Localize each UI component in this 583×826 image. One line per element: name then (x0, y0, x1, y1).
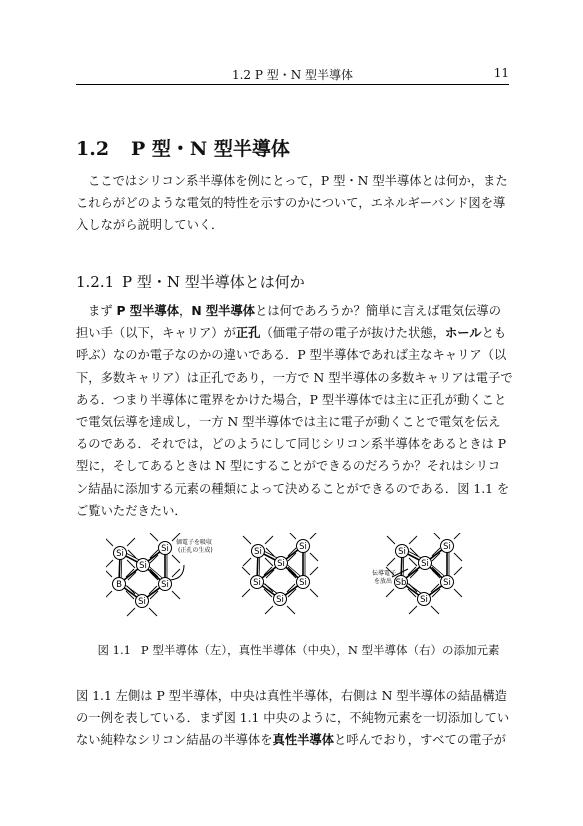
dangling-bond (242, 589, 250, 597)
dangling-bond (128, 550, 136, 558)
dangling-bond (387, 536, 395, 544)
dangling-bond (265, 536, 273, 544)
text-run: まず (88, 304, 117, 318)
subsection-title: P 型・N 型半導体とは何か (122, 273, 305, 291)
text-line (76, 300, 521, 322)
atom-label: Sb (395, 578, 407, 588)
bold-term: 真性半導体 (272, 733, 335, 748)
atom-label: Si (299, 542, 307, 552)
atom-label: Si (398, 547, 406, 557)
dangling-bond (127, 560, 135, 568)
text-run: 下，多数キャリア）は正孔であり，一方で N 型半導体の多数キャリアは電子で (76, 370, 513, 385)
dangling-bond (172, 569, 180, 577)
dangling-bond (310, 567, 318, 575)
dangling-bond (431, 606, 439, 614)
dangling-bond (409, 558, 417, 566)
dangling-bond (243, 536, 251, 544)
bold-term: 正孔 (235, 326, 261, 341)
dangling-bond (106, 591, 112, 599)
atom-label: Si (139, 561, 147, 571)
text-line (76, 685, 521, 707)
text-line (76, 707, 521, 729)
section-number: 1.2 (76, 138, 110, 160)
text-line (76, 455, 521, 477)
intro-line: ここではシリコン系半導体を例にとって，P 型・N 型半導体とは何か，また (88, 174, 508, 188)
atom-label: Si (276, 595, 284, 605)
bold-term: P 型半導体 (116, 304, 179, 318)
atom-label: Si (138, 597, 146, 607)
text-line (76, 367, 521, 389)
text-run: 呼ぶ）なのか電子なのかの違いである．P 型半導体であれば主なキャリア（以 (76, 348, 507, 363)
dangling-bond (266, 548, 274, 556)
dangling-bond (127, 608, 135, 616)
text-run: るのである．それでは，どのようにして同じシリコン系半導体をあるときは P (76, 437, 507, 452)
text-run: とは何であろうか？簡単に言えば電気伝導の (255, 304, 502, 318)
text-line (76, 389, 521, 411)
text-line (76, 344, 521, 366)
atom-label: Si (421, 559, 429, 569)
section-heading (76, 134, 290, 161)
running-header (76, 66, 509, 85)
dangling-bond (387, 558, 395, 566)
atom-label: Si (420, 595, 428, 605)
atom-label: Si (116, 549, 124, 559)
dangling-bond (172, 591, 180, 599)
dangling-bond (386, 589, 394, 597)
dangling-bond (150, 533, 158, 541)
text-run: ある．つまり半導体に電界をかけた場合，P 型半導体では主に正孔が動くこと (76, 392, 507, 407)
dangling-bond (172, 555, 180, 563)
text-line (76, 322, 521, 344)
running-title: 1.2 P 型・N 型半導体 (231, 68, 354, 82)
text-line (76, 478, 521, 500)
annotation-right: を放出 (374, 578, 393, 585)
atom-label: B (116, 580, 122, 590)
dangling-bond (106, 538, 113, 546)
atom-label: Si (277, 559, 285, 569)
text-line (76, 411, 521, 433)
intro-line: 入しながら説明していく． (76, 218, 224, 233)
dangling-bond (242, 567, 250, 575)
figure-1-1 (106, 533, 506, 633)
text-run: の一例を表している．まず図 1.1 中央のように，不純物元素を一切添加してい (76, 711, 510, 726)
text-run: で電気伝導を達成し，一方 N 型半導体では主に電子が動くことで電気を伝え (76, 415, 501, 430)
body-paragraph (76, 300, 521, 522)
text-run: ン結晶に添加する元素の種類によって決めることができるのである．図 1.1 を (76, 481, 510, 496)
text-run: ない純粋なシリコン結晶の半導体を (76, 733, 273, 748)
dangling-bond (149, 608, 157, 616)
dangling-bond (310, 553, 318, 561)
intro-paragraph (76, 170, 521, 237)
dangling-bond (288, 533, 296, 539)
caption-number: 図 1.1 (97, 643, 131, 657)
figure-caption (76, 642, 521, 658)
section-title: P 型・N 型半導体 (131, 138, 290, 160)
text-run: （価電子帯の電子が抜けた状態， (260, 326, 445, 341)
page-number: 11 (493, 66, 509, 80)
text-run: 図 1.1 左側は P 型半導体，中央は真性半導体，右側は N 型半導体の結晶構造 (76, 689, 507, 703)
text-line (76, 500, 521, 522)
dangling-bond (287, 606, 295, 614)
atom-label: Si (443, 542, 451, 552)
dangling-bond (454, 533, 462, 539)
dangling-bond (409, 536, 417, 544)
dangling-bond (106, 560, 113, 568)
dangling-bond (127, 538, 135, 546)
atom-label: Si (161, 544, 169, 554)
closing-paragraph (76, 685, 521, 752)
atom-label: Si (253, 578, 261, 588)
subsection-number: 1.2.1 (76, 273, 115, 291)
dangling-bond (310, 589, 318, 597)
atom-label: Si (299, 578, 307, 588)
atom-label: Si (443, 578, 451, 588)
dangling-bond (454, 589, 462, 597)
annotation-left: 価電子を吸収 (176, 539, 213, 546)
text-run: ， (179, 304, 192, 318)
dangling-bond (106, 569, 112, 577)
dangling-bond (432, 533, 440, 539)
dangling-bond (410, 548, 418, 556)
annotation-right: 伝導電子 (372, 570, 397, 577)
atom-label: Si (254, 547, 262, 557)
subsection-heading (76, 271, 305, 292)
dangling-bond (409, 606, 417, 614)
caption-text: P 型半導体（左），真性半導体（中央），N 型半導体（右）の添加元素 (140, 643, 500, 657)
text-run: とも (481, 326, 507, 341)
atom-label: Si (161, 580, 169, 590)
dangling-bond (265, 606, 273, 614)
text-run: ご覧いただきたい． (76, 503, 187, 518)
text-run: 担い手（以下，キャリア）が (76, 326, 236, 341)
annotation-left: (正孔の生成) (178, 547, 213, 554)
dangling-bond (243, 558, 251, 566)
text-line (76, 729, 521, 751)
dangling-bond (454, 553, 462, 561)
dangling-bond (310, 533, 318, 539)
dangling-bond (265, 558, 273, 566)
intro-line: これらがどのような電気的特性を示すのかについて，エネルギーバンド図を導 (76, 196, 506, 211)
bold-term: N 型半導体 (191, 304, 256, 318)
dangling-bond (454, 567, 462, 575)
text-run: と呼んでおり，すべての電子が (334, 733, 506, 748)
text-run: 型に，そしてあるときは N 型にすることができるのだろうか？それはシリコ (76, 459, 501, 474)
text-line (76, 433, 521, 455)
bold-term: ホール (444, 326, 482, 341)
